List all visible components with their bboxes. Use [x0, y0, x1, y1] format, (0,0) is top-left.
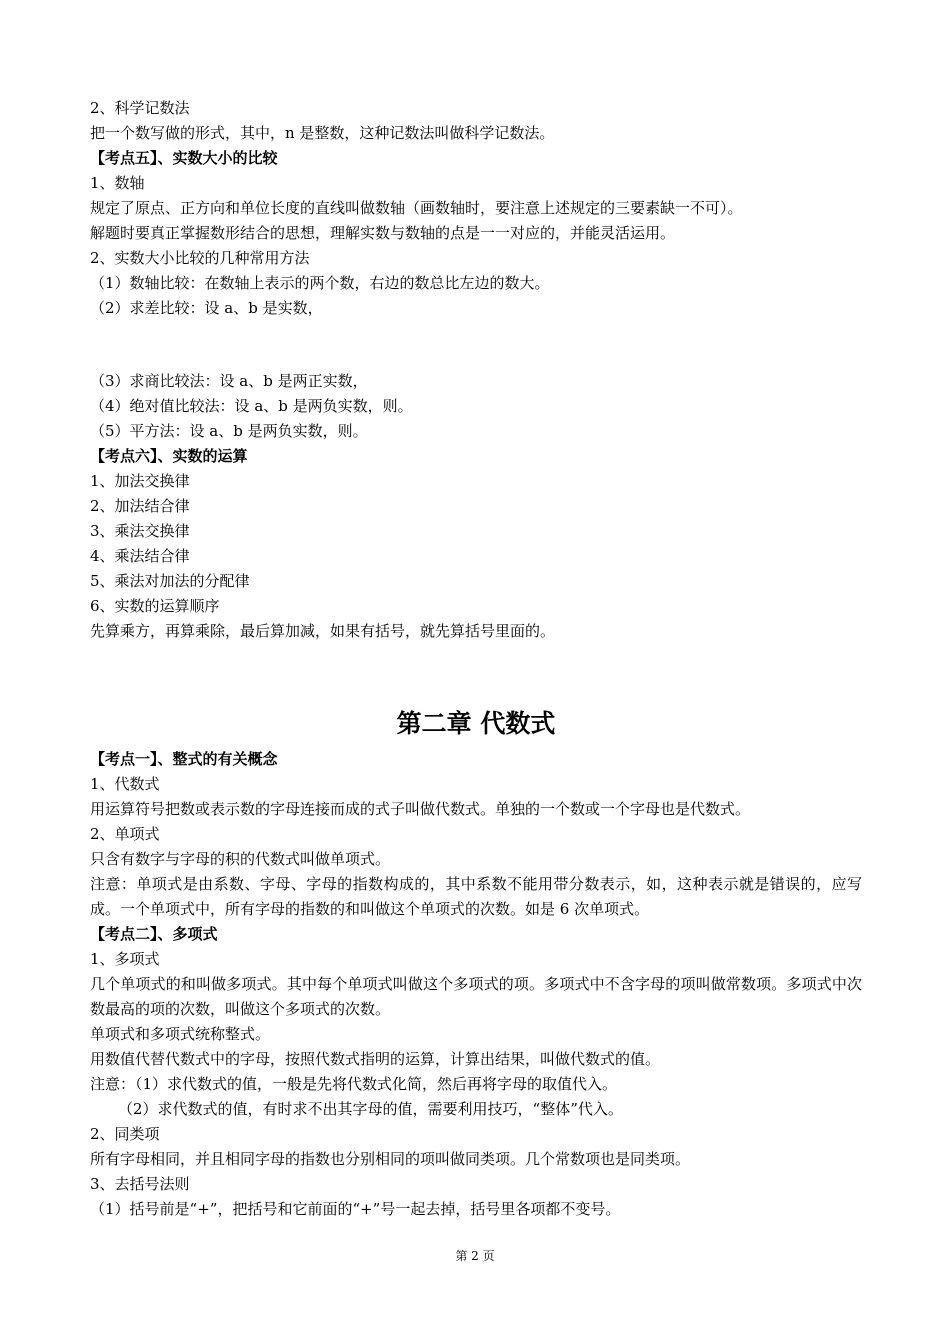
text-line: 2、同类项 — [90, 1125, 160, 1143]
text-line: （4）绝对值比较法：设 a、b 是两负实数，则。 — [90, 397, 413, 415]
text-line: 规定了原点、正方向和单位长度的直线叫做数轴（画数轴时，要注意上述规定的三要素缺一不可）。 — [90, 199, 743, 217]
text-line: 1、代数式 — [90, 775, 160, 793]
text-line: （1）数轴比较：在数轴上表示的两个数，右边的数总比左边的数大。 — [90, 274, 550, 292]
chapter-title: 第二章 代数式 — [396, 709, 556, 738]
document-body — [90, 96, 862, 1222]
text-line: 注意：（1）求代数式的值，一般是先将代数式化简，然后再将字母的取值代入。 — [90, 1075, 618, 1093]
section-heading: 【考点六】、实数的运算 — [90, 447, 248, 465]
list-item: 4、乘法结合律 — [90, 547, 190, 565]
blank-space — [90, 321, 862, 369]
text-line: 2、科学记数法 — [90, 99, 190, 117]
text-line: 所有字母相同，并且相同字母的指数也分别相同的项叫做同类项。几个常数项也是同类项。 — [90, 1150, 691, 1168]
list-item: 2、加法结合律 — [90, 497, 190, 515]
text-line: 2、实数大小比较的几种常用方法 — [90, 249, 310, 267]
list-item: 6、实数的运算顺序 — [90, 597, 220, 615]
text-line: 单项式和多项式统称整式。 — [90, 1025, 271, 1043]
text-line: 先算乘方，再算乘除，最后算加减，如果有括号，就先算括号里面的。 — [90, 622, 556, 640]
section-heading: 【考点五】、实数大小的比较 — [90, 149, 278, 167]
text-paragraph: 几个单项式的和叫做多项式。其中每个单项式叫做这个多项式的项。多项式中不含字母的项叫做常数项。多项式中次数最高的项的次数，叫做这个多项式的次数。 — [90, 975, 862, 1018]
text-line: 把一个数写做的形式，其中，n 是整数，这种记数法叫做科学记数法。 — [90, 124, 555, 142]
text-line: 1、数轴 — [90, 174, 145, 192]
page-number: 第 2 页 — [455, 1249, 495, 1263]
text-line: （5）平方法：设 a、b 是两负实数，则。 — [90, 422, 368, 440]
list-item: 3、乘法交换律 — [90, 522, 190, 540]
section-heading: 【考点一】、整式的有关概念 — [90, 750, 278, 768]
text-line: （3）求商比较法：设 a、b 是两正实数， — [90, 372, 368, 390]
text-line: （2）求代数式的值，有时求不出其字母的值，需要利用技巧，“整体”代入。 — [118, 1100, 623, 1118]
text-line: （1）括号前是“+”，把括号和它前面的“+”号一起去掉，括号里各项都不变号。 — [90, 1200, 621, 1218]
text-line: 只含有数字与字母的积的代数式叫做单项式。 — [90, 850, 391, 868]
text-line: 3、去括号法则 — [90, 1175, 190, 1193]
text-line: （2）求差比较：设 a、b 是实数， — [90, 299, 323, 317]
text-line: 用数值代替代数式中的字母，按照代数式指明的运算，计算出结果，叫做代数式的值。 — [90, 1050, 661, 1068]
text-line: 2、单项式 — [90, 825, 160, 843]
list-item: 1、加法交换律 — [90, 472, 190, 490]
section-heading: 【考点二】、多项式 — [90, 925, 218, 943]
text-line: 用运算符号把数或表示数的字母连接而成的式子叫做代数式。单独的一个数或一个字母也是代数式。 — [90, 800, 751, 818]
list-item: 5、乘法对加法的分配律 — [90, 572, 250, 590]
text-line: 1、多项式 — [90, 950, 160, 968]
text-line: 解题时要真正掌握数形结合的思想，理解实数与数轴的点是一一对应的，并能灵活运用。 — [90, 224, 676, 242]
text-paragraph: 注意：单项式是由系数、字母、字母的指数构成的，其中系数不能用带分数表示，如，这种表示就是错误的，应写成。一个单项式中，所有字母的指数的和叫做这个单项式的次数。如是 6 次单项式。 — [90, 875, 862, 918]
